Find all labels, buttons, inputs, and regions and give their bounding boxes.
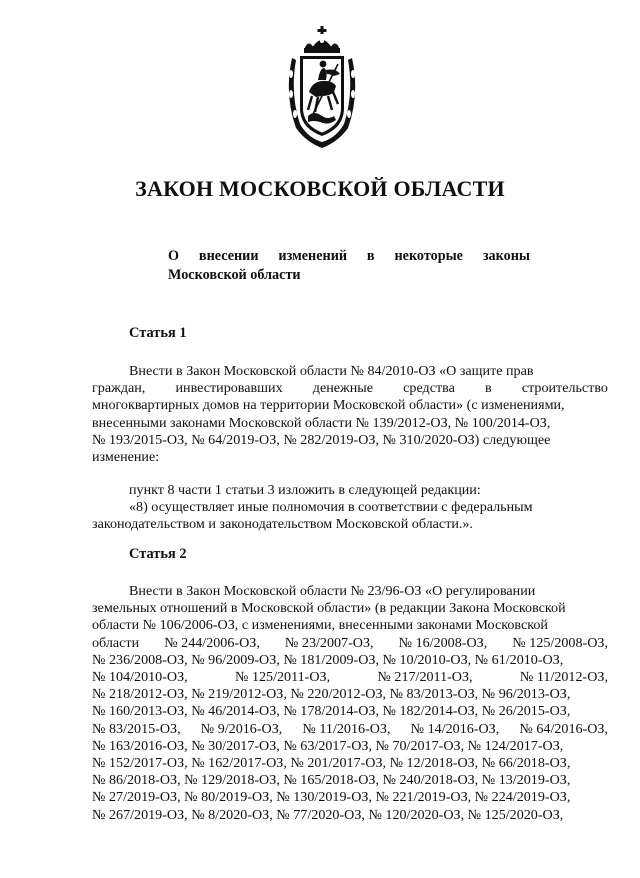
text-chunk: № 104/2010-ОЗ, xyxy=(92,669,188,686)
text-line xyxy=(92,397,608,414)
text-chunk: № 267/2019-ОЗ, № 8/2020-ОЗ, № 77/2020-ОЗ, № 120/2020-ОЗ, № 125/2020-ОЗ, xyxy=(92,806,564,823)
text-chunk: № 14/2016-ОЗ, xyxy=(410,720,500,737)
text-chunk: № 86/2018-ОЗ, № 129/2018-ОЗ, № 165/2018-ОЗ, № 240/2018-ОЗ, № 13/2019-ОЗ, xyxy=(92,772,571,789)
subtitle-line-1 xyxy=(168,247,530,266)
text-chunk: № 64/2016-ОЗ, xyxy=(519,720,608,737)
article-1-text xyxy=(92,363,608,466)
text-chunk: № 125/2008-ОЗ, xyxy=(512,634,608,651)
text-line xyxy=(92,415,608,432)
document-title: ЗАКОН МОСКОВСКОЙ ОБЛАСТИ xyxy=(135,176,505,201)
text-chunk: области № 106/2006-ОЗ, с изменениями, внесенными законами Московской xyxy=(92,617,548,634)
text-chunk: № 125/2011-ОЗ, xyxy=(234,669,331,686)
text-line xyxy=(92,772,608,789)
text-chunk: № 218/2012-ОЗ, № 219/2012-ОЗ, № 220/2012-ОЗ, № 83/2013-ОЗ, № 96/2013-ОЗ, xyxy=(92,686,571,703)
text-chunk: граждан, xyxy=(92,380,146,397)
text-chunk: № 160/2013-ОЗ, № 46/2014-ОЗ, № 178/2014-ОЗ, № 182/2014-ОЗ, № 26/2015-ОЗ, xyxy=(92,703,571,720)
text-line xyxy=(92,755,608,772)
text-chunk: земельных отношений в Московской области» (в редакции Закона Московской xyxy=(92,600,566,617)
text-line xyxy=(92,807,608,824)
text-chunk: № 9/2016-ОЗ, xyxy=(200,720,283,737)
subtitle-word: в xyxy=(366,248,375,264)
text-line xyxy=(92,703,608,720)
text-chunk: № 11/2016-ОЗ, xyxy=(302,720,391,737)
text-line xyxy=(92,363,608,380)
text-chunk: в xyxy=(485,380,492,397)
text-chunk: области xyxy=(92,634,140,651)
text-line xyxy=(92,583,608,600)
text-chunk: денежные xyxy=(312,380,374,397)
text-chunk: № 27/2019-ОЗ, № 80/2019-ОЗ, № 130/2019-ОЗ, № 221/2019-ОЗ, № 224/2019-ОЗ, xyxy=(92,789,571,806)
subtitle-word: О xyxy=(168,248,180,264)
text-chunk: № 236/2008-ОЗ, № 96/2009-ОЗ, № 181/2009-ОЗ, № 10/2010-ОЗ, № 61/2010-ОЗ, xyxy=(92,651,564,668)
text-line: законодательством и законодательством Московской области.». xyxy=(92,516,473,533)
text-line: пункт 8 части 1 статьи 3 изложить в следующей редакции: xyxy=(129,482,481,498)
text-chunk: изменение: xyxy=(92,449,160,466)
text-chunk: многоквартирных домов на территории Московской области» (с изменениями, xyxy=(92,397,565,414)
subtitle-word: законы xyxy=(482,248,530,264)
text-line xyxy=(92,432,608,449)
text-line xyxy=(92,449,608,466)
text-line xyxy=(92,738,608,755)
text-chunk: № 217/2011-ОЗ, xyxy=(377,669,473,686)
text-line xyxy=(92,789,608,806)
text-line xyxy=(92,669,608,686)
text-line xyxy=(92,721,608,738)
article-2-heading: Статья 2 xyxy=(129,546,187,562)
subtitle-word: внесении xyxy=(198,248,259,264)
text-line xyxy=(92,635,608,652)
text-chunk: № 163/2016-ОЗ, № 30/2017-ОЗ, № 63/2017-ОЗ, № 70/2017-ОЗ, № 124/2017-ОЗ, xyxy=(92,737,564,754)
text-chunk: № 23/2007-ОЗ, xyxy=(284,634,374,651)
text-line xyxy=(92,686,608,703)
article-1-change-text xyxy=(92,482,608,534)
text-chunk: № 16/2008-ОЗ, xyxy=(398,634,488,651)
text-chunk: строительство xyxy=(521,380,608,397)
text-line xyxy=(92,380,608,397)
text-chunk: средства xyxy=(403,380,455,397)
article-1-heading: Статья 1 xyxy=(129,325,187,341)
document-subtitle xyxy=(168,247,530,285)
text-chunk: внесенными законами Московской области № 139/2012-ОЗ, № 100/2014-ОЗ, xyxy=(92,414,551,431)
text-chunk: № 152/2017-ОЗ, № 162/2017-ОЗ, № 201/2017-ОЗ, № 12/2018-ОЗ, № 66/2018-ОЗ, xyxy=(92,755,571,772)
text-line xyxy=(92,617,608,634)
text-line xyxy=(92,600,608,617)
text-chunk: № 83/2015-ОЗ, xyxy=(92,720,181,737)
text-chunk: № 11/2012-ОЗ, xyxy=(519,669,608,686)
subtitle-line-2: Московской области xyxy=(168,267,301,283)
subtitle-word: изменений xyxy=(278,248,348,264)
moscow-oblast-coat-of-arms-icon xyxy=(282,24,362,152)
text-chunk: Внести в Закон Московской области № 84/2010-ОЗ «О защите прав xyxy=(129,363,534,379)
text-line: «8) осуществляет иные полномочия в соответствии с федеральным xyxy=(129,499,533,516)
text-chunk: Внести в Закон Московской области № 23/96-ОЗ «О регулировании xyxy=(129,583,536,599)
subtitle-word: некоторые xyxy=(394,248,463,264)
article-2-text xyxy=(92,583,608,824)
text-chunk: инвестировавших xyxy=(175,380,283,397)
text-chunk: № 193/2015-ОЗ, № 64/2019-ОЗ, № 282/2019-ОЗ, № 310/2020-ОЗ) следующее xyxy=(92,431,551,448)
text-chunk: № 244/2006-ОЗ, xyxy=(164,634,260,651)
text-line xyxy=(92,652,608,669)
